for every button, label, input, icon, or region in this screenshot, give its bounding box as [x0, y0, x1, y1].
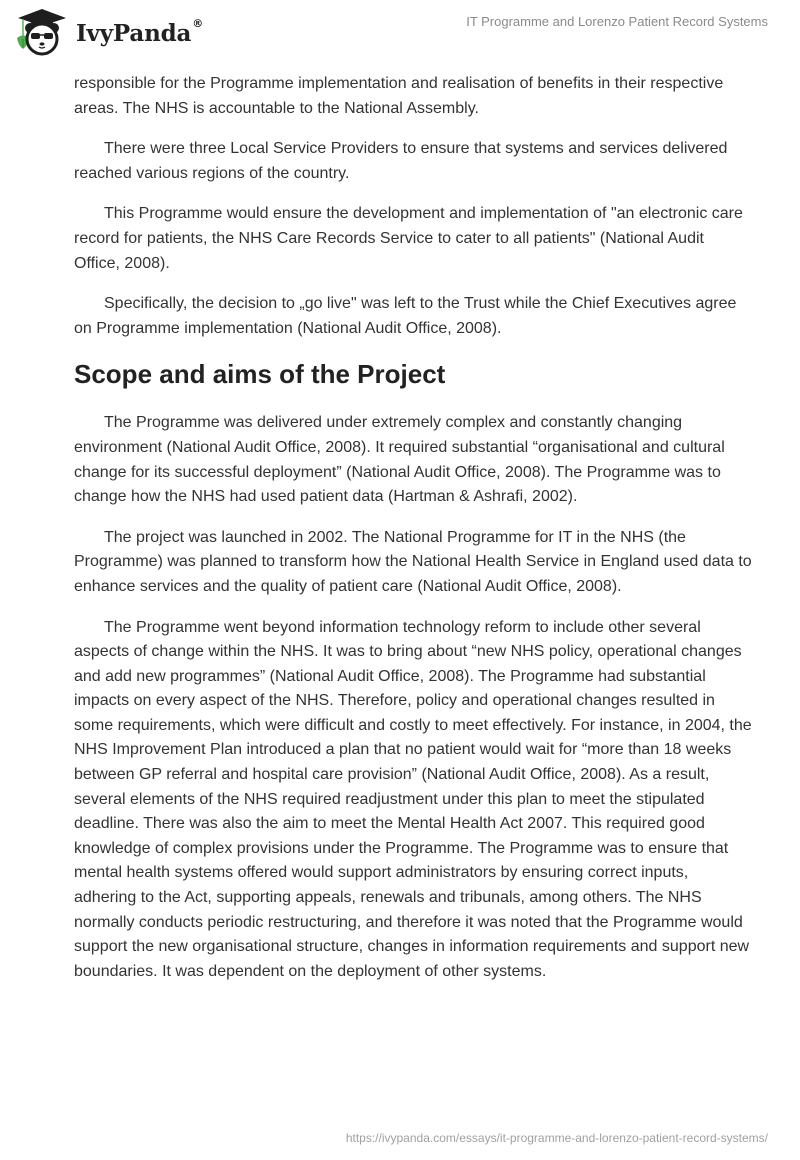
document-title: IT Programme and Lorenzo Patient Record Systems — [466, 14, 768, 29]
paragraph: Specifically, the decision to „go live" was left to the Trust while the Chief Executives agree on Programme implementation (National Audit Office, 2008). — [74, 295, 737, 337]
page-header — [0, 0, 800, 62]
registered-mark: ® — [192, 16, 204, 30]
brand-name: IvyPanda — [76, 19, 192, 47]
paragraph: This Programme would ensure the development and implementation of "an electronic care record for patients, the NHS Care Records Service to cater to all patients" (National Audit Office, 2008). — [74, 205, 743, 272]
paragraph: The project was launched in 2002. The National Programme for IT in the NHS (the Programme) was planned to transform how the National Health Service in England used data to enhance services and the quality of patient care (National Audit Office, 2008). — [74, 528, 752, 595]
paragraph: There were three Local Service Providers to ensure that systems and services delivered reached various regions of the country. — [74, 140, 728, 182]
paragraph: responsible for the Programme implementation and realisation of benefits in their respective areas. The NHS is accountable to the National Assembly. — [74, 75, 724, 117]
source-url-link[interactable]: https://ivypanda.com/essays/it-programme-and-lorenzo-patient-record-systems/ — [345, 1131, 768, 1145]
panda-graduate-icon — [14, 6, 70, 56]
essay-content — [74, 72, 754, 1000]
paragraph: The Programme was delivered under extremely complex and constantly changing environment (National Audit Office, 2008). It required substantial “organisational and cultural change for its successful deployment” (National Audit Office, 2008). The Programme was to change how the NHS had used patient data (Hartman & Ashrafi, 2002). — [74, 414, 725, 506]
paragraph: The Programme went beyond information technology reform to include other several aspects of change within the NHS. It was to bring about “new NHS policy, operational changes and add new programmes” (National Audit Office, 2008). The Programme had substantial impacts on every aspect of the NHS. Therefore, policy and operational changes resulted in some requirements, which were difficult and costly to meet effectively. For instance, in 2004, the NHS Improvement Plan introduced a plan that no patient would wait for “more than 18 weeks between GP referral and hospital care provision” (National Audit Office, 2008). As a result, several elements of the NHS required readjustment under this plan to meet the stipulated deadline. There was also the aim to meet the Mental Health Act 2007. This required good knowledge of complex provisions under the Programme. The Programme was to ensure that mental health systems offered would support administrators by ensuring correct inputs, adhering to the Act, supporting appeals, renewals and tribunals, among others. The NHS normally conducts periodic restructuring, and therefore it was noted that the Programme would support the new organisational structure, changes in information requirements and support new boundaries. It was dependent on the deployment of other systems. — [74, 618, 752, 980]
section-heading: Scope and aims of the Project — [74, 359, 446, 390]
ivypanda-logo-link[interactable] — [14, 6, 203, 56]
